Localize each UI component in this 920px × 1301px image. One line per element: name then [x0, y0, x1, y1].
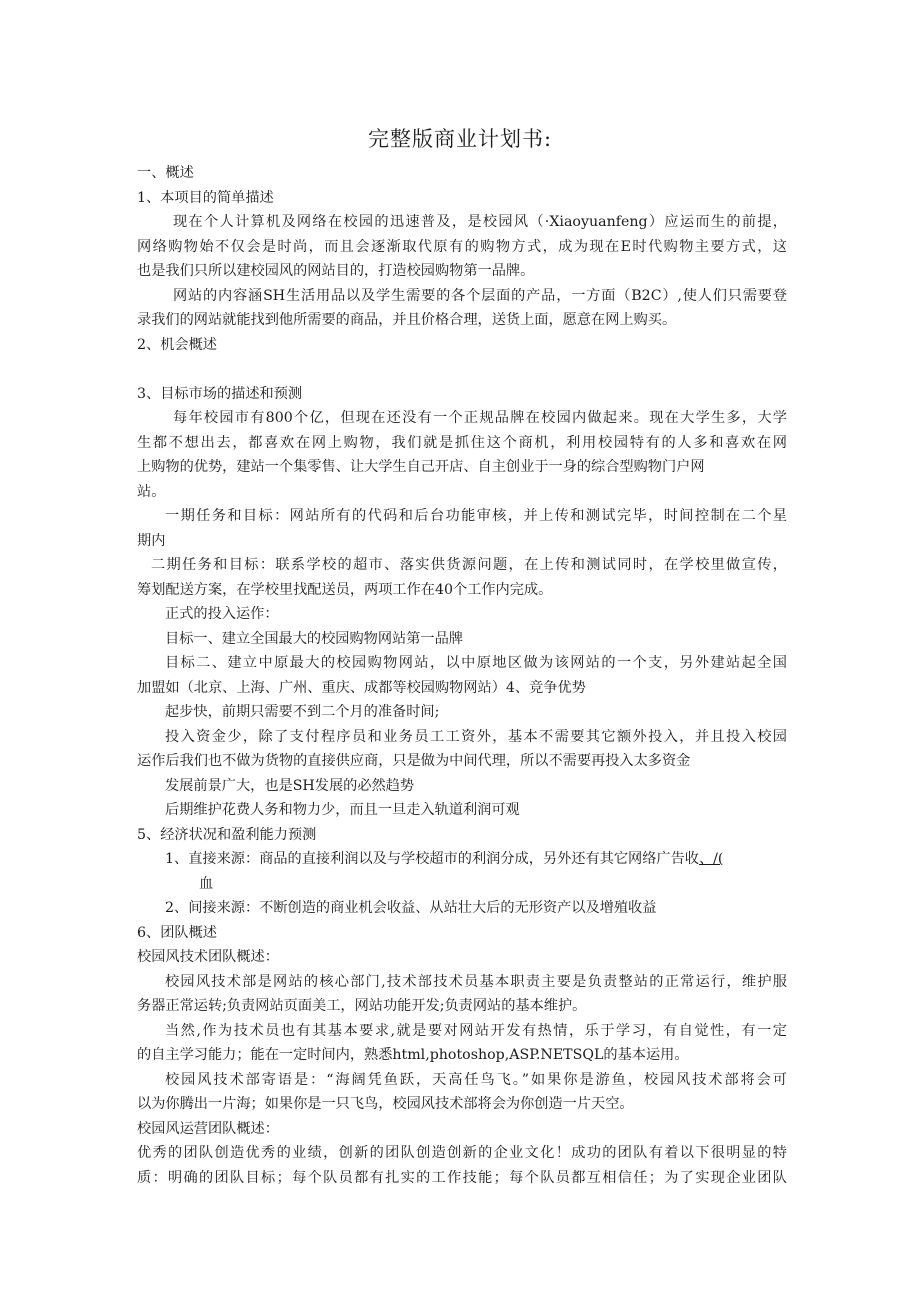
paragraph-line: 生都不想出去，都喜欢在网上购物，我们就是抓住这个商机，利用校园特有的人多和喜欢在网 [137, 434, 787, 451]
page-title: 完整版商业计划书: [367, 127, 553, 151]
paragraph-line: 一期任务和目标：网站所有的代码和后台功能审核，并上传和测试完毕，时间控制在二个星 [165, 508, 787, 524]
paragraph-line: 每年校园市有800个亿，但现在还没有一个正规品牌在校园内做起来。现在大学生多，大学 [173, 410, 787, 426]
paragraph-line: 投入资金少，除了支付程序员和业务员工工资外，基本不需要其它额外投入，并且投入校园 [165, 728, 787, 745]
paragraph-line: 目标一、建立全国最大的校园购物网站第一品牌 [165, 630, 463, 647]
paragraph-line: 校园风技术团队概述： [137, 949, 279, 965]
paragraph-line: 也是我们只所以建校园风的网站目的，打造校园购物第一品牌。 [137, 263, 535, 279]
paragraph-line: 校园风技术部是网站的核心部门,技术部技术员基本职责主要是负责整站的正常运行，维护服 [165, 973, 787, 990]
paragraph-line: 录我们的网站就能找到他所需要的商品，并且价格合理，送货上面，愿意在网上购买。 [137, 312, 677, 328]
paragraph-line: 起步快，前期只需要不到二个月的准备时间; [165, 704, 440, 720]
subsection-heading: 2、机会概述 [137, 336, 217, 353]
subsection-heading: 6、团队概述 [137, 924, 217, 941]
paragraph-line: 血 [199, 875, 214, 892]
paragraph-line: 期内 [137, 532, 166, 549]
paragraph-line: 2、间接来源：不断创造的商业机会收益、从站壮大后的无形资产以及增殖收益 [165, 900, 657, 916]
paragraph-line [137, 847, 787, 872]
blank-line [137, 357, 787, 382]
subsection-heading: 5、经济状况和盈利能力预测 [137, 826, 317, 843]
paragraph-line: 的自主学习能力；能在一定时间内，熟悉html,photoshop,ASP.NETSQL的基本运用。 [137, 1047, 689, 1063]
paragraph-line: 以为你腾出一片海；如果你是一只飞鸟，校园风技术部将会为你创造一片天空。 [137, 1096, 634, 1112]
paragraph-line: 后期维护花费人务和物力少，而且一旦走入轨道利润可观 [165, 802, 520, 818]
document-body [137, 161, 787, 1190]
paragraph-line: 正式的投入运作： [165, 606, 279, 622]
subsection-heading: 3、目标市场的描述和预测 [137, 385, 303, 402]
subsection-heading: 1、本项目的简单描述 [137, 189, 274, 206]
section-heading: 一、概述 [137, 165, 194, 181]
paragraph-line: 网站的内容涵SH生活用品以及学生需要的各个层面的产品，一方面（B2C）,使人们只需要登 [173, 287, 787, 304]
paragraph-line: 优秀的团队创造优秀的业绩，创新的团队创造创新的企业文化！成功的团队有着以下很明显的特 [137, 1145, 787, 1161]
paragraph-line: 发展前景广大，也是SH发展的必然趋势 [165, 777, 415, 794]
paragraph-line: 筹划配送方案，在学校里找配送员，两项工作在40个工作内完成。 [137, 581, 553, 598]
paragraph-line: 运作后我们也不做为货物的直接供应商，只是做为中间代理，所以不需要再投入太多资金 [137, 753, 691, 769]
paragraph-text: 1、直接来源：商品的直接利润以及与学校超市的利润分成，另外还有其它网络广告收 [165, 851, 699, 867]
paragraph-line: 网络购物始不仅会是时尚，而且会逐渐取代原有的购物方式，成为现在E时代购物主要方式，这 [137, 238, 787, 255]
paragraph-line: 现在个人计算机及网络在校园的迅速普及，是校园风（·Xiaoyuanfeng）应运而生的前提， [173, 214, 787, 230]
paragraph-line: 上购物的优势，建站一个集零售、让大学生自己开店、自主创业于一身的综合型购物门户网 [137, 459, 705, 475]
paragraph-line: 站。 [137, 483, 166, 500]
paragraph-line: 目标二、建立中原最大的校园购物网站，以中原地区做为该网站的一个支，另外建站起全国 [165, 655, 787, 671]
paragraph-line: 加盟如（北京、上海、广州、重庆、成都等校园购物网站）4、竞争优势 [137, 679, 586, 696]
paragraph-line: 务器正常运转;负责网站页面美工，网站功能开发;负责网站的基本维护。 [137, 998, 587, 1014]
underlined-text: 、/( [698, 851, 724, 867]
paragraph-line: 二期任务和目标：联系学校的超市、落实供货源问题，在上传和测试同时，在学校里做宣传， [151, 557, 787, 573]
paragraph-line: 质：明确的团队目标；每个队员都有扎实的工作技能；每个队员都互相信任；为了实现企业团队 [137, 1169, 787, 1186]
paragraph-line: 校园风技术部寄语是：“海阔凭鱼跃，天高任鸟飞。”如果你是游鱼，校园风技术部将会可 [165, 1071, 787, 1088]
paragraph-line: 校园风运营团队概述： [137, 1120, 279, 1137]
paragraph-line: 当然,作为技术员也有其基本要求,就是要对网站开发有热情，乐于学习，有自觉性，有一定 [165, 1022, 787, 1039]
